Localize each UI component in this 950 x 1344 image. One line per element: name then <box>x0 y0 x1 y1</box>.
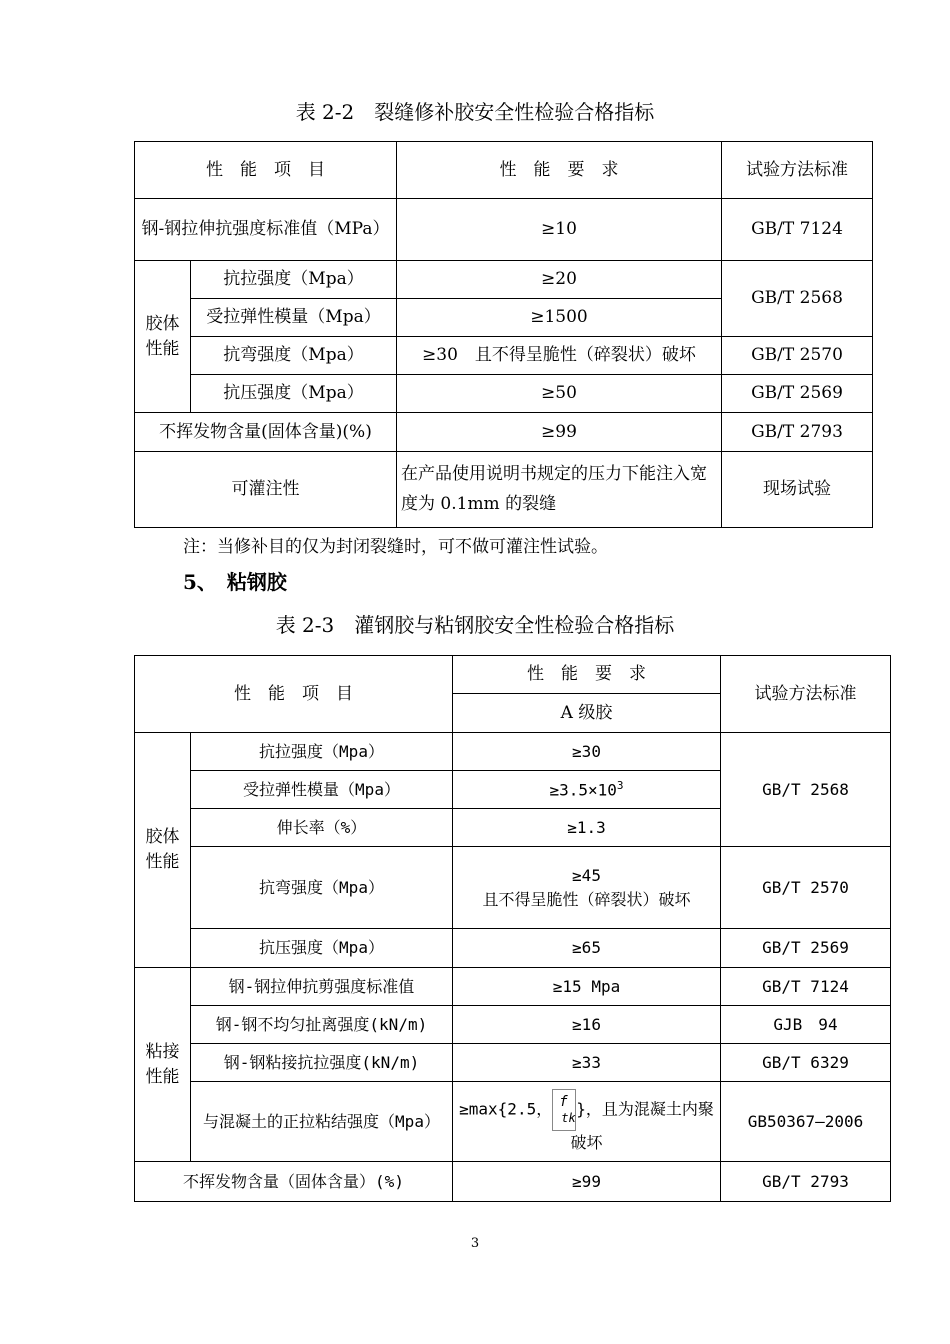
group2-label: 粘接性能 <box>135 968 191 1162</box>
row-item: 抗拉强度（Mpa） <box>191 261 397 299</box>
row-volatile-req: ≥99 <box>397 413 722 452</box>
row-std: GB/T 2570 <box>722 337 873 375</box>
row-volatile-std: GB/T 2793 <box>721 1162 891 1202</box>
row-volatile-std: GB/T 2793 <box>722 413 873 452</box>
header-std: 试验方法标准 <box>722 142 873 199</box>
header-item: 性 能 项 目 <box>135 656 453 733</box>
row-steel-std: GB/T 7124 <box>722 199 873 261</box>
row-inject-std: 现场试验 <box>722 452 873 528</box>
row-std-merged: GB/T 2568 <box>721 733 891 847</box>
row-req: ≥33 <box>453 1044 721 1082</box>
row-req: ≥15 Mpa <box>453 968 721 1006</box>
row-req: ≥1500 <box>397 299 722 337</box>
header-grade: A 级胶 <box>453 694 721 733</box>
table-note: 注：当修补目的仅为封闭裂缝时，可不做可灌注性试验。 <box>183 537 608 557</box>
row-steel-req: ≥10 <box>397 199 722 261</box>
row-std: GB/T 2569 <box>722 375 873 413</box>
fraction-symbol: f tk <box>552 1089 576 1131</box>
row-item: 抗压强度（Mpa） <box>191 929 453 968</box>
row-item: 抗压强度（Mpa） <box>191 375 397 413</box>
table-2-2 <box>134 141 873 528</box>
row-item: 钢-钢拉伸抗剪强度标准值 <box>191 968 453 1006</box>
row-item: 受拉弹性模量（Mpa） <box>191 299 397 337</box>
table-2-3 <box>134 655 891 1202</box>
row-inject-req: 在产品使用说明书规定的压力下能注入宽度为 0.1mm 的裂缝 <box>397 452 722 528</box>
row-req: ≥65 <box>453 929 721 968</box>
row-std: GB/T 6329 <box>721 1044 891 1082</box>
row-std: GJB 94 <box>721 1006 891 1044</box>
row-volatile-req: ≥99 <box>453 1162 721 1202</box>
row-inject-item: 可灌注性 <box>135 452 397 528</box>
row-item: 受拉弹性模量（Mpa） <box>191 771 453 809</box>
row-steel-item: 钢-钢拉伸抗强度标准值（MPa） <box>135 199 397 261</box>
header-std: 试验方法标准 <box>721 656 891 733</box>
header-req: 性 能 要 求 <box>397 142 722 199</box>
row-item: 与混凝土的正拉粘结强度（Mpa） <box>191 1082 453 1162</box>
row-item: 钢-钢不均匀扯离强度(kN/m) <box>191 1006 453 1044</box>
row-req: ≥30 且不得呈脆性（碎裂状）破坏 <box>397 337 722 375</box>
row-volatile-item: 不挥发物含量（固体含量）(%) <box>135 1162 453 1202</box>
group-label: 胶体性能 <box>135 261 191 413</box>
row-item: 抗弯强度（Mpa） <box>191 847 453 929</box>
row-req: ≥20 <box>397 261 722 299</box>
row-req: ≥1.3 <box>453 809 721 847</box>
row-std-merged: GB/T 2568 <box>722 261 873 337</box>
row-std: GB/T 2569 <box>721 929 891 968</box>
row-std: GB50367—2006 <box>721 1082 891 1162</box>
table2-caption: 表 2-3 灌钢胶与粘钢胶安全性检验合格指标 <box>275 613 675 637</box>
row-req: ≥16 <box>453 1006 721 1044</box>
table1-caption: 表 2-2 裂缝修补胶安全性检验合格指标 <box>295 100 655 124</box>
row-item: 伸长率（%） <box>191 809 453 847</box>
row-req: ≥45 且不得呈脆性（碎裂状）破坏 <box>453 847 721 929</box>
row-req: ≥max{2.5， f tk }，且为混凝土内聚破坏 <box>453 1082 721 1162</box>
header-req: 性 能 要 求 <box>453 656 721 694</box>
section-title: 5、 粘钢胶 <box>183 570 287 594</box>
header-item: 性 能 项 目 <box>135 142 397 199</box>
row-item: 抗拉强度（Mpa） <box>191 733 453 771</box>
row-volatile-item: 不挥发物含量(固体含量)(%) <box>135 413 397 452</box>
page-number: 3 <box>470 1236 480 1251</box>
row-req: ≥30 <box>453 733 721 771</box>
row-std: GB/T 7124 <box>721 968 891 1006</box>
row-item: 抗弯强度（Mpa） <box>191 337 397 375</box>
row-std: GB/T 2570 <box>721 847 891 929</box>
row-item: 钢-钢粘接抗拉强度(kN/m) <box>191 1044 453 1082</box>
row-req: ≥50 <box>397 375 722 413</box>
row-req: $\ge 3.5\times 10^3$ <box>453 771 721 809</box>
group1-label: 胶体性能 <box>135 733 191 968</box>
